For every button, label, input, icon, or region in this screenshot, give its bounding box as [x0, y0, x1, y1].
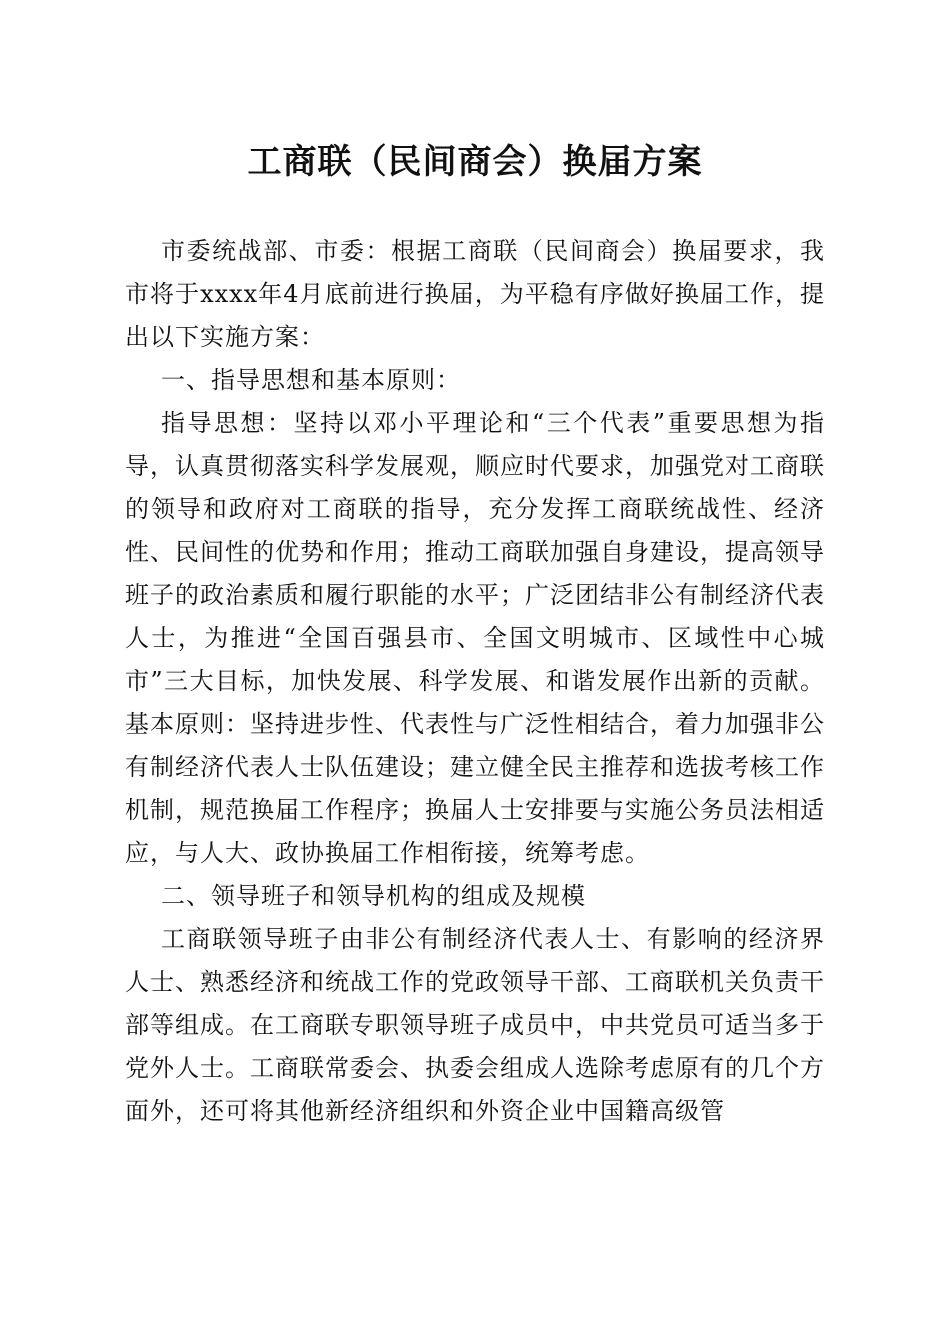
- document-body: [125, 230, 825, 1133]
- section-1-heading: 一、指导思想和基本原则：: [161, 366, 461, 394]
- section-2-paragraph: 工商联领导班子由非公有制经济代表人士、有影响的经济界人士、熟悉经济和统战工作的党政领导干部、工商联机关负责干部等组成。在工商联专职领导班子成员中，中共党员可适当多于党外人士。工商联常委会、执委会组成人选除考虑原有的几个方面外，还可将其他新经济组织和外资企业中国籍高级管: [125, 925, 825, 1125]
- document-title: 工商联（民间商会）换届方案: [247, 142, 703, 182]
- section-2-heading: 二、领导班子和领导机构的组成及规模: [161, 882, 586, 910]
- intro-paragraph: 市委统战部、市委：根据工商联（民间商会）换届要求，我市将于xxxx年4月底前进行换届，为平稳有序做好换届工作，提出以下实施方案：: [125, 237, 825, 351]
- section-1-paragraph: 指导思想：坚持以邓小平理论和“三个代表”重要思想为指导，认真贯彻落实科学发展观，顺应时代要求，加强党对工商联的领导和政府对工商联的指导，充分发挥工商联统战性、经济性、民间性的优势和作用；推动工商联加强自身建设，提高领导班子的政治素质和履行职能的水平；广泛团结非公有制经济代表人士，为推进“全国百强县市、全国文明城市、区域性中心城市”三大目标，加快发展、科学发展、和谐发展作出新的贡献。基本原则：坚持进步性、代表性与广泛性相结合，着力加强非公有制经济代表人士队伍建设；建立健全民主推荐和选拔考核工作机制，规范换届工作程序；换届人士安排要与实施公务员法相适应，与人大、政协换届工作相衔接，统筹考虑。: [125, 409, 825, 867]
